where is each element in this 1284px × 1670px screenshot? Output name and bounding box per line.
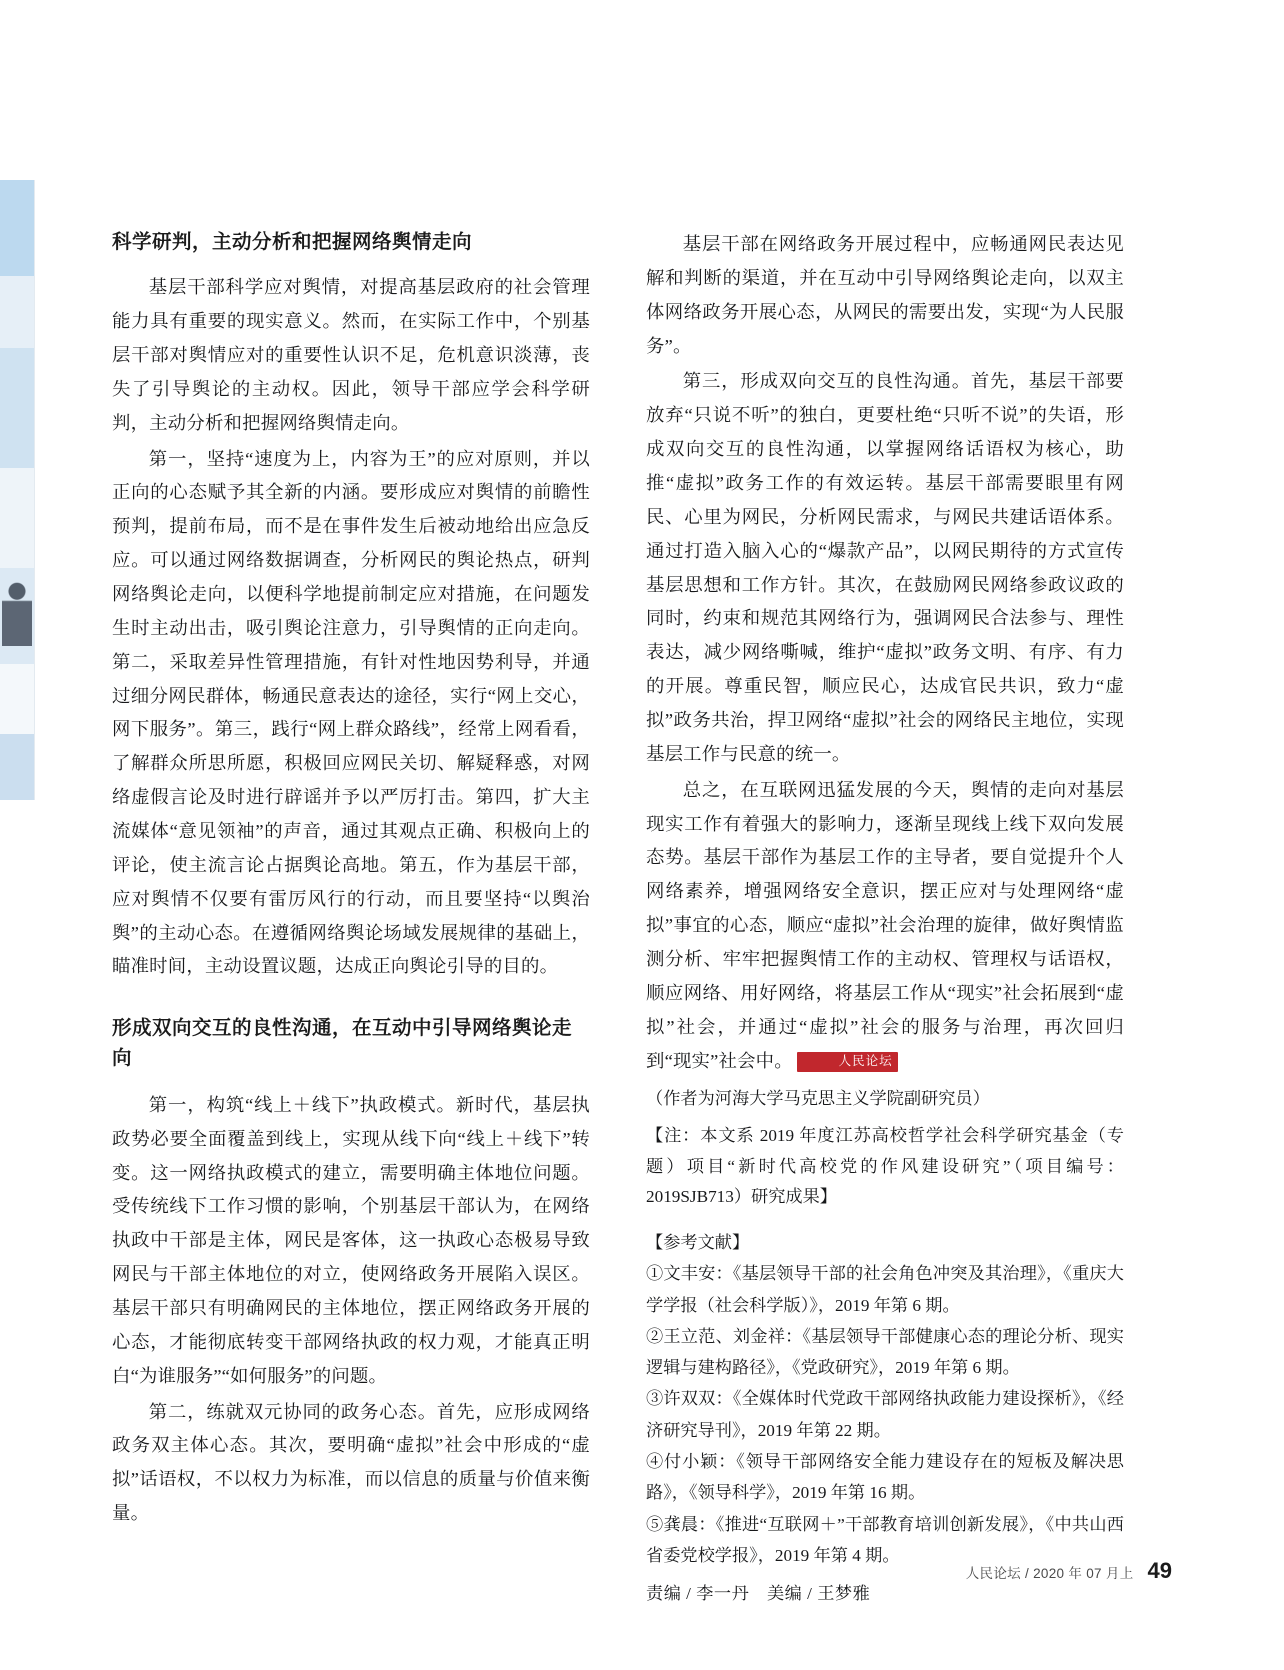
section-heading-2: 形成双向交互的良性沟通，在互动中引导网络舆论走向 — [112, 1017, 573, 1069]
paragraph: 基层干部科学应对舆情，对提高基层政府的社会管理能力具有重要的现实意义。然而，在实际工作中，个别基层干部对舆情应对的重要性认识不足，危机意识淡薄，丧失了引导舆论的主动权。因此，领导干部应学会科学研判，主动分析和把握网络舆情走向。 — [112, 277, 590, 433]
edge-swatch — [0, 468, 34, 568]
references-title: 【参考文献】 — [646, 1232, 750, 1252]
final-paragraph — [646, 774, 1124, 1079]
right-column — [646, 228, 1124, 1604]
left-column — [112, 228, 590, 1533]
project-note: 【注：本文系 2019 年度江苏高校哲学社会科学研究基金（专题）项目“新时代高校党的作风建设研究”（项目编号：2019SJB713）研究成果】 — [646, 1126, 1124, 1207]
paragraph: 第二，练就双元协同的政务心态。首先，应形成网络政务双主体心态。其次，要明确“虚拟”社会中形成的“虚拟”话语权，不以权力为标准，而以信息的质量与价值来衡量。 — [112, 1401, 590, 1524]
reference-item: ②王立范、刘金祥：《基层领导干部健康心态的理论分析、现实逻辑与建构路径》，《党政研究》，2019 年第 6 期。 — [646, 1326, 1124, 1378]
author-note: （作者为河海大学马克思主义学院副研究员） — [646, 1089, 990, 1109]
page-number: 49 — [1147, 1558, 1172, 1583]
reference-item: ③许双双：《全媒体时代党政干部网络执政能力建设探析》，《经济研究导刊》，2019 年第 22 期。 — [646, 1389, 1124, 1440]
section-heading-1: 科学研判，主动分析和把握网络舆情走向 — [112, 231, 473, 253]
edge-swatch — [0, 734, 34, 800]
paragraph: 第三，形成双向交互的良性沟通。首先，基层干部要放弃“只说不听”的独白，更要杜绝“只听不说”的失语，形成双向交互的良性沟通，以掌握网络话语权为核心，助推“虚拟”政务工作的有效运转。基层干部需要眼里有网民、心里为网民，分析网民需求，与网民共建话语体系。通过打造入脑入心的“爆款产品”，以网民期待的方式宣传基层思想和工作方针。其次，在鼓励网民网络参政议政的同时，约束和规范其网络行为，强调网民合法参与、理性表达，减少网络嘶喊，维护“虚拟”政务文明、有序、有力的开展。尊重民智，顺应民心，达成官民共识，致力“虚拟”政务共治，捍卫网络“虚拟”社会的网络民主地位，实现基层工作与民意的统一。 — [646, 371, 1124, 764]
editor-credits: 责编 / 李一丹 美编 / 王梦雅 — [646, 1584, 871, 1604]
page-edge-decoration — [0, 180, 35, 800]
edge-swatch — [0, 664, 34, 734]
publication-stamp: 人民论坛 — [797, 1052, 898, 1072]
paragraph: 基层干部在网络政务开展过程中，应畅通网民表达见解和判断的渠道，并在互动中引导网络舆论走向，以双主体网络政务开展心态，从网民的需要出发，实现“为人民服务”。 — [646, 234, 1124, 356]
edge-illustration-figure — [2, 572, 32, 646]
edge-swatch — [0, 180, 34, 276]
page-footer — [966, 1558, 1172, 1584]
paragraph: 第一，坚持“速度为上，内容为王”的应对原则，并以正向的心态赋予其全新的内涵。要形成应对舆情的前瞻性预判，提前布局，而不是在事件发生后被动地给出应急反应。可以通过网络数据调查，分析网民的舆论热点，研判网络舆论走向，以便科学地提前制定应对措施，在问题发生时主动出击，吸引舆论注意力，引导舆情的正向走向。第二，采取差异性管理措施，有针对性地因势利导，并通过细分网民群体，畅通民意表达的途径，实行“网上交心，网下服务”。第三，践行“网上群众路线”，经常上网看看，了解群众所思所愿，积极回应网民关切、解疑释惑，对网络虚假言论及时进行辟谣并予以严厉打击。第四，扩大主流媒体“意见领袖”的声音，通过其观点正确、积极向上的评论，使主流言论占据舆论高地。第五，作为基层干部，应对舆情不仅要有雷厉风行的行动，而且要坚持“以舆治舆”的主动心态。在遵循网络舆论场域发展规律的基础上，瞄准时间，主动设置议题，达成正向舆论引导的目的。 — [112, 448, 590, 977]
edge-swatch — [0, 348, 34, 468]
edge-swatch — [0, 276, 34, 348]
references-block — [646, 1227, 1124, 1571]
reference-item: ⑤龚晨：《推进“互联网＋”干部教育培训创新发展》，《中共山西省委党校学报》，2019 年第 4 期。 — [646, 1514, 1124, 1565]
reference-item: ①文丰安：《基层领导干部的社会角色冲突及其治理》，《重庆大学学报（社会科学版）》，2019 年第 6 期。 — [646, 1264, 1124, 1315]
paragraph: 第一，构筑“线上＋线下”执政模式。新时代，基层执政势必要全面覆盖到线上，实现从线下向“线上＋线下”转变。这一网络执政模式的建立，需要明确主体地位问题。受传统线下工作习惯的影响，个别基层干部认为，在网络执政中干部是主体，网民是客体，这一执政心态极易导致网民与干部主体地位的对立，使网络政务开展陷入误区。基层干部只有明确网民的主体地位，摆正网络政务开展的心态，才能彻底转变干部网络执政的权力观，才能真正明白“为谁服务”“如何服务”的问题。 — [112, 1094, 590, 1386]
reference-item: ④付小颖：《领导干部网络安全能力建设存在的短板及解决思路》，《领导科学》，2019 年第 16 期。 — [646, 1452, 1124, 1503]
footer-publication-info: 人民论坛 / 2020 年 07 月上 — [965, 1566, 1134, 1581]
final-paragraph-text: 总之，在互联网迅猛发展的今天，舆情的走向对基层现实工作有着强大的影响力，逐渐呈现线上线下双向发展态势。基层干部作为基层工作的主导者，要自觉提升个人网络素养，增强网络安全意识，摆正应对与处理网络“虚拟”事宜的心态，顺应“虚拟”社会治理的旋律，做好舆情监测分析、牢牢把握舆情工作的主动权、管理权与话语权，顺应网络、用好网络，将基层工作从“现实”社会拓展到“虚拟”社会，并通过“虚拟”社会的服务与治理，再次回归到“现实”社会中。 — [646, 779, 1124, 1071]
